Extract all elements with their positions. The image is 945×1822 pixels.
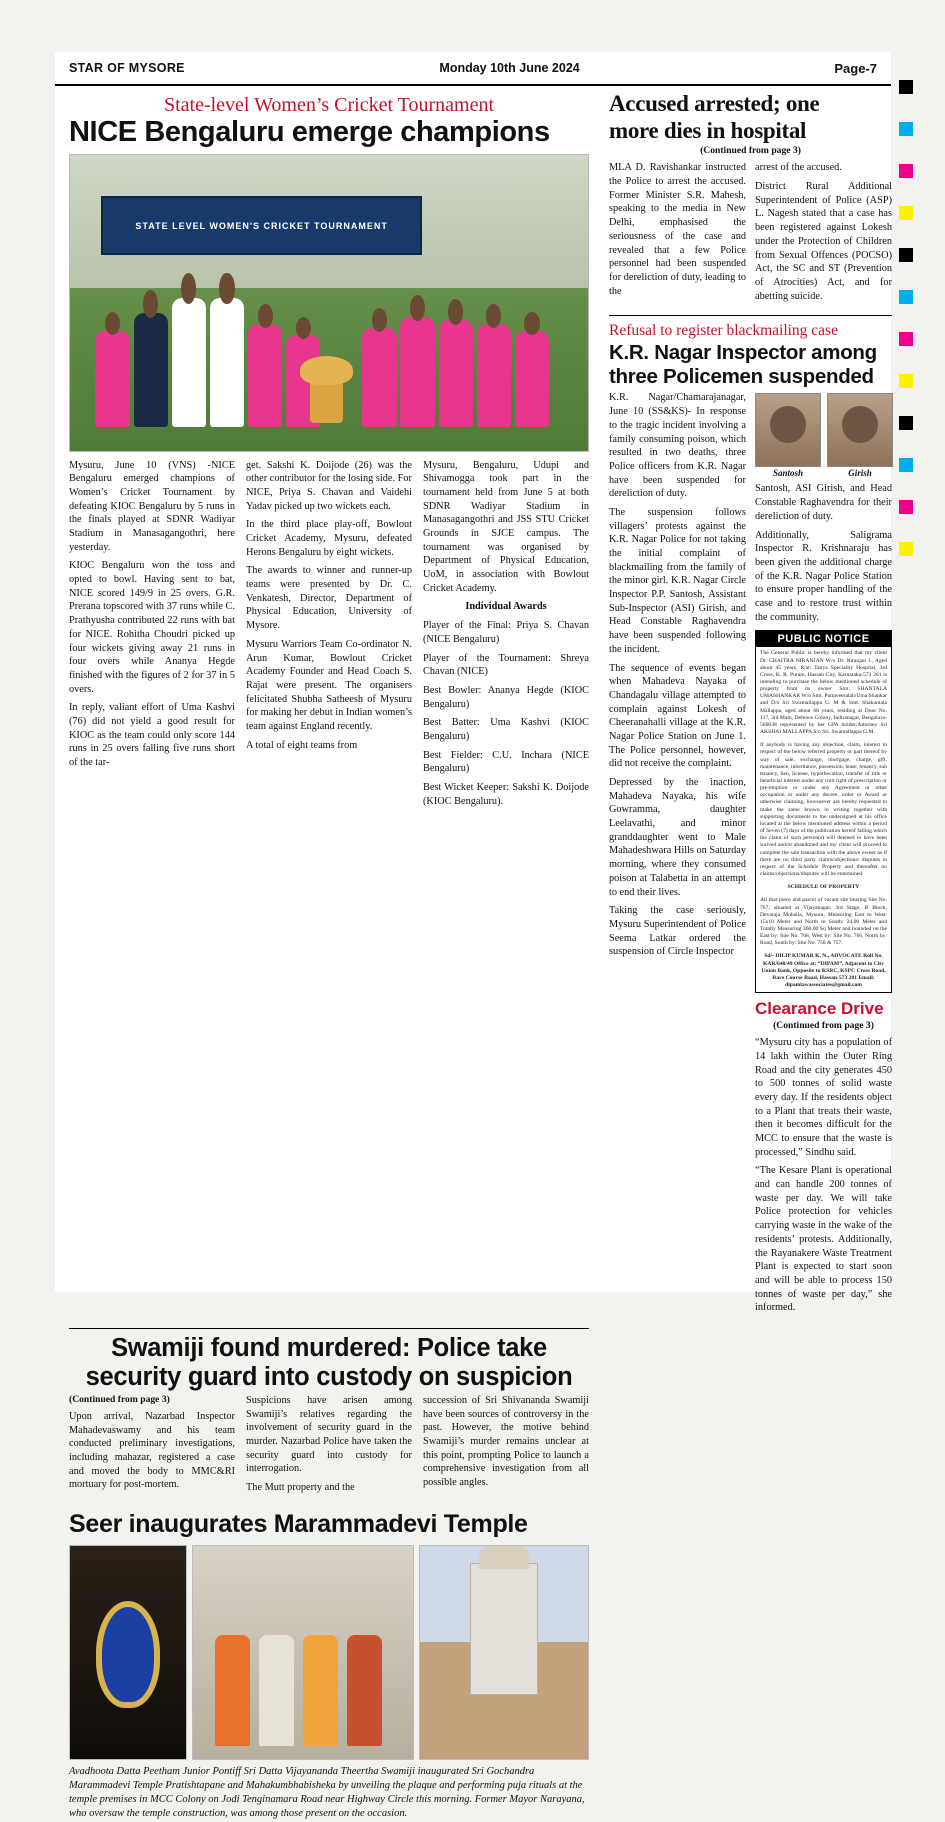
paragraph: The Mutt property and the — [246, 1482, 355, 1494]
public-notice-body-1: The General Public is hereby informed that my client Dr. CHAITRA NIRANJAN W/o Dr. Niranjan J., Aged about 45 years, R/at: Tanya Speciality Hospital, 3rd Cross, K. R. Puram, Hassan City, Karnataka-573 201 is intending to purchase the below mentioned schedule of property from its owner Smt. SHANTALA UMASHANKAR W/o Smt. Puttaveeralah/Uma Shankar and D/o Sri Swamallappa G. M & Smt. Shakuntala Mallappa, aged about 68 years, residing at Door No. 117, 3rd Main, Defence Colony, Indiranagar, Bengaluru-560038 represented by her GPA holder/Attorney Sri AKSHAI MALLAPPA S/o Sri. Swamallappa G.M. — [760, 650, 887, 736]
paragraph: Additionally, Saligrama Inspector R. Krishnaraju has been given the additional charge of the K.R. Nagar Police Station to ensure proper handling of the case and to restore trust within the community. — [755, 529, 892, 623]
paragraph: Mysuru Warriors Team Co-ordinator N. Arun Kumar, Bowlout Cricket Academy Founder and Head Coach S. Rajat were present. The organisers felicitated Shubha Satheesh of Mysuru for making her debut in Indian women’s team against England recently. — [246, 638, 412, 732]
seer-headline: Seer inaugurates Marammadevi Temple — [69, 1509, 528, 1538]
seer-photo-deity — [69, 1545, 187, 1760]
seer-photo-ceremony — [192, 1545, 414, 1760]
masthead — [55, 52, 891, 86]
paragraph: KIOC Bengaluru won the toss and opted to bowl. Having sent to bat, NICE scored 149/9 in 25 overs. G.R. Prerana topscored with 37 runs while C. Prathyusha contributed 22 runs with bat for NICE. Rohitha Choudri picked up four wickets giving away 21 runs in four overs while Ananya Hegde finished with the figures of 2 for 37 in 5 overs. — [69, 560, 235, 695]
clearance-continued-note: (Continued from page 3) — [773, 1020, 874, 1032]
award-item: Player of the Tournament: Shreya Chavan (NICE) — [423, 652, 589, 678]
lead-headline: NICE Bengaluru emerge champions — [69, 116, 550, 148]
band-column-3 — [423, 1394, 589, 1500]
seer-photo-row — [69, 1545, 589, 1760]
lead-column-3 — [423, 459, 589, 814]
lead-column-2 — [246, 459, 412, 814]
lead-photo — [69, 154, 589, 452]
public-notice-schedule-title: SCHEDULE OF PROPERTY — [787, 884, 860, 891]
knagar-headline-line1: K.R. Nagar Inspector among — [609, 341, 877, 365]
paragraph: The sequence of events began when Mahadeva Nayaka of Chandagalu village attempted to complain against Lokesh of Cheeranahalli village at the K.R. Nagar Police Station on June 1. The Police personnel, however, did not receive the complaint. — [609, 662, 746, 770]
paragraph: “The Kesare Plant is operational and can handle 200 tonnes of waste per day. We will take Police protection for vehicles carrying waste in the wake of the residents’ protests. Additionally, the Rayanakere Waste Treatment Plant is expected to start soon and will be able to process 150 tonnes of waste per day,” she informed. — [755, 1165, 892, 1314]
paragraph: The suspension follows villagers’ protests against the K.R. Nagar Police for not taking the initial complaint of blackmailing from the family of the minor girl. K.R. Nagar Circle Inspector P.P. Santosh, Assistant Sub-Inspector (ASI) Girish, and Head Constable Raghavendra have been suspended following the incident. — [609, 506, 746, 655]
paragraph: succession of Sri Shivananda Swamiji have been sources of controversy in the past. However, the motive behind Swamiji’s murder remains unclear at this point, prompting Police to launch a comprehensive investigation from all possible angles. — [423, 1395, 589, 1489]
band-headline-line1: Swamiji found murdered: Police take — [111, 1333, 547, 1362]
masthead-date: Monday 10th June 2024 — [439, 61, 580, 75]
knagar-story — [609, 322, 892, 1320]
mugshot-caption: Santosh — [772, 468, 804, 479]
paragraph: Depressed by the inaction, Mahadeva Nayaka, his wife Gowramma, daughter Leelavathi, and minor granddaughter went to Male Mahadeshwara Hills on Saturday morning, where they consumed poison at Talabetta in an attempt to end their lives. — [609, 777, 746, 898]
accused-column-1 — [609, 161, 746, 308]
paragraph: In reply, valiant effort of Uma Kashvi (76) did not yield a good result for KIOC as the team could only score 144 runs in 25 overs falling five runs short of the tar- — [69, 702, 235, 769]
paragraph: Upon arrival, Nazarbad Inspector Mahadevaswamy and his team conducted preliminary investigations, including mahazar, registered a case and moved the body to MMC&RI mortuary for post-mortem. — [69, 1411, 235, 1491]
lead-kicker: State-level Women’s Cricket Tournament — [163, 94, 495, 116]
award-item: Player of the Final: Priya S. Chavan (NICE Bengaluru) — [423, 620, 589, 645]
masthead-page-number: Page-7 — [834, 60, 877, 76]
masthead-title: STAR OF MYSORE — [69, 61, 185, 75]
paragraph: MLA D. Ravishankar instructed the Police to arrest the accused. Former Minister S.R. Mahesh, speaking to the media in New Delhi, emphasised the seriousness of the case and revealed that a few Police personnel had been suspended for dereliction of duty, leading to the — [609, 162, 746, 297]
clearance-title: Clearance Drive — [755, 999, 884, 1019]
paragraph: In the third place play-off, Bowlout Cricket Academy, Mysuru, defeated Herons Bengaluru by eight wickets. — [246, 519, 412, 558]
public-notice-schedule-body: All that piece and parcel of vacant site bearing Site No. 767, situated at Vijayanagar, 3rd Stage, B Block, Devaraja Mohalla, Mysuru, Measuring East to West: 15x10 Meter and North to South: 24.00 Meter and Totally Measuring 360.00 Sq Meter and bounded on the East by: Site No. 768, West by: Site No. 766, North by: Road, South by: Site No. 758 & 757. — [760, 897, 887, 947]
divider — [69, 1328, 589, 1329]
lead-body-columns — [69, 459, 589, 814]
lead-story — [69, 92, 589, 1320]
mugshot-santosh — [755, 393, 821, 478]
paragraph: K.R. Nagar/Chamarajanagar, June 10 (SS&KS)- In response to the tragic incident involving a family consuming poison, which resulted in two deaths, three Police officers from K.R. Nagar have been suspended for dereliction of duty. — [609, 392, 746, 500]
award-item: Best Batter: Uma Kashvi (KIOC Bengaluru) — [423, 717, 589, 742]
paragraph: Suspicions have arisen among Swamiji’s relatives regarding the involvement of security guard in the murder. Nazarbad Police have taken the security guard into custody for interrogation. — [246, 1395, 412, 1475]
mugshot-row — [755, 393, 892, 478]
photo-banner-text: STATE LEVEL WOMEN'S CRICKET TOURNAMENT — [101, 196, 422, 255]
paragraph: Santosh, ASI Girish, and Head Constable Raghavendra for their dereliction of duty. — [755, 483, 892, 522]
registration-marks — [899, 80, 913, 584]
paragraph: The awards to winner and runner-up teams were presented by Dr. C. Venkatesh, Director, Department of Physical Education, University of Mysore. — [246, 565, 412, 632]
band-column-1 — [69, 1394, 235, 1500]
knagar-column-2 — [755, 391, 892, 1320]
public-notice-advocate: Sd/- DILIP KUMAR K. N., ADVOCATE Roll No. KAR/648/49 Office at: “DIPAM”, Adjacent to City Union Bank, Opposite to KSRC, KSPC Cross Road, Race Course Road, Hassan-573 201 Email: dipamlawassociates@gmail.com — [761, 953, 886, 989]
mugshot-girish — [827, 393, 893, 478]
knagar-column-1 — [609, 391, 746, 1320]
paragraph: A total of eight teams from — [246, 739, 358, 751]
seer-photo-caption: Avadhoota Datta Peetham Junior Pontiff Sri Datta Vijayananda Theertha Swamiji inaugurated Sri Gochandra Marammadevi Temple Pratishtapane and Mahakumbhabisheka by unveiling the plaque and performing puja rituals at the temple premises in MCC Colony on Jodi Tenginamara Road near Highway Circle this morning. Former Mayor Narayana, who oversaw the temple construction, was among those present on the occasion. — [69, 1765, 585, 1820]
paragraph: “Mysuru city has a population of 14 lakh within the Outer Ring Road and the city generates 450 to 500 tonnes of solid waste every day. If the residents object to a Plant that treats their waste, then it becomes difficult for the MCC to ensure that the waste is processed,” Sindhu said. — [755, 1037, 892, 1158]
divider — [609, 315, 892, 316]
award-item: Best Fielder: C.U. Inchara (NICE Bengaluru) — [423, 749, 589, 775]
knagar-kicker: Refusal to register blackmailing case — [609, 322, 838, 340]
newspaper-page — [55, 52, 892, 1820]
portrait-image — [827, 393, 893, 467]
seer-photo-temple — [419, 1545, 589, 1760]
lead-column-1 — [69, 459, 235, 814]
mugshot-caption: Girish — [848, 468, 872, 479]
portrait-image — [755, 393, 821, 467]
award-item: Best Bowler: Ananya Hegde (KIOC Bengaluru) — [423, 684, 589, 710]
paragraph: get. Sakshi K. Doijode (26) was the other contributor for the losing side. For NICE, Priya S. Chavan and Vaidehi Yadav picked up two wickets each. — [246, 459, 412, 512]
awards-title: Individual Awards — [465, 601, 547, 613]
band-headline-line2: security guard into custody on suspicion — [85, 1362, 573, 1391]
paragraph: District Rural Additional Superintendent of Police (ASP) L. Nagesh stated that a case has been registered against Lokesh under the Protection of Children from Sexual Offences (POCSO) Act, the SC and ST (Prevention of Atrocities) Act, and for abetting suicide. — [755, 181, 892, 302]
accused-continued-note: (Continued from page 3) — [700, 145, 801, 157]
public-notice-box — [755, 630, 892, 993]
paragraph: Mysuru, Bengaluru, Udupi and Shivamogga took part in the tournament held from June 5 at both SDNR Wadiyar Stadium in Manasagangothri and JSS STU Cricket Grounds in SJCE campus. The tournament was organised by Department of Physical Education, UoM, in association with Bowlout Cricket Academy. — [423, 459, 589, 594]
accused-headline-line1: Accused arrested; one — [609, 91, 820, 116]
public-notice-title: PUBLIC NOTICE — [756, 631, 891, 647]
award-item: Best Wicket Keeper: Sakshi K. Doijode (KIOC Bengaluru). — [423, 782, 589, 807]
paragraph: Taking the case seriously, Mysuru Superintendent of Police Seema Latkar ordered the suspension of Circle Inspector — [609, 905, 746, 958]
paragraph: arrest of the accused. — [755, 162, 842, 174]
band-column-2 — [246, 1394, 412, 1500]
paragraph: Mysuru, June 10 (VNS) -NICE Bengaluru emerged champions of Women’s Cricket Tournament by defeating KIOC Bengaluru by 5 runs in the finals played at SDNR Wadiyar Stadium in Manasagangothri, here yesterday. — [69, 459, 235, 553]
knagar-headline-line2: three Policemen suspended — [609, 365, 874, 389]
band-continued-note: (Continued from page 3) — [69, 1394, 170, 1405]
accused-headline-line2: more dies in hospital — [609, 117, 807, 143]
accused-column-2 — [755, 161, 892, 308]
public-notice-body-2: If anybody is having any objection, claim, interest in respect of the below referred property or part thereof by way of sale, exchange, mortgage, charge, gift, maintenance, inheritance, possession, lease, tenancy, sub tenancy, lien, license, hypothecation, transfer of title or beneficial interest under any truit right of prescription or pre-emption or under any Agreement or other occupation or under any decree, order or Award or otherwise claiming, howsoever are hereby requested to make the same known in writing together with supporting documents to the undersigned at his office located at the below mentioned address within a period of Seven (7) days of the publication hereof failing which the claim of such person(s) will deemed to have been waived and/or abandoned and my client will proceed to complete the sale transaction with the above owner as if there are no third party claims/objections/ disputes in respect of the Schedule Property and thereafter no claims/objections/disputes will be entertained. — [760, 742, 888, 878]
accused-story — [609, 92, 892, 308]
